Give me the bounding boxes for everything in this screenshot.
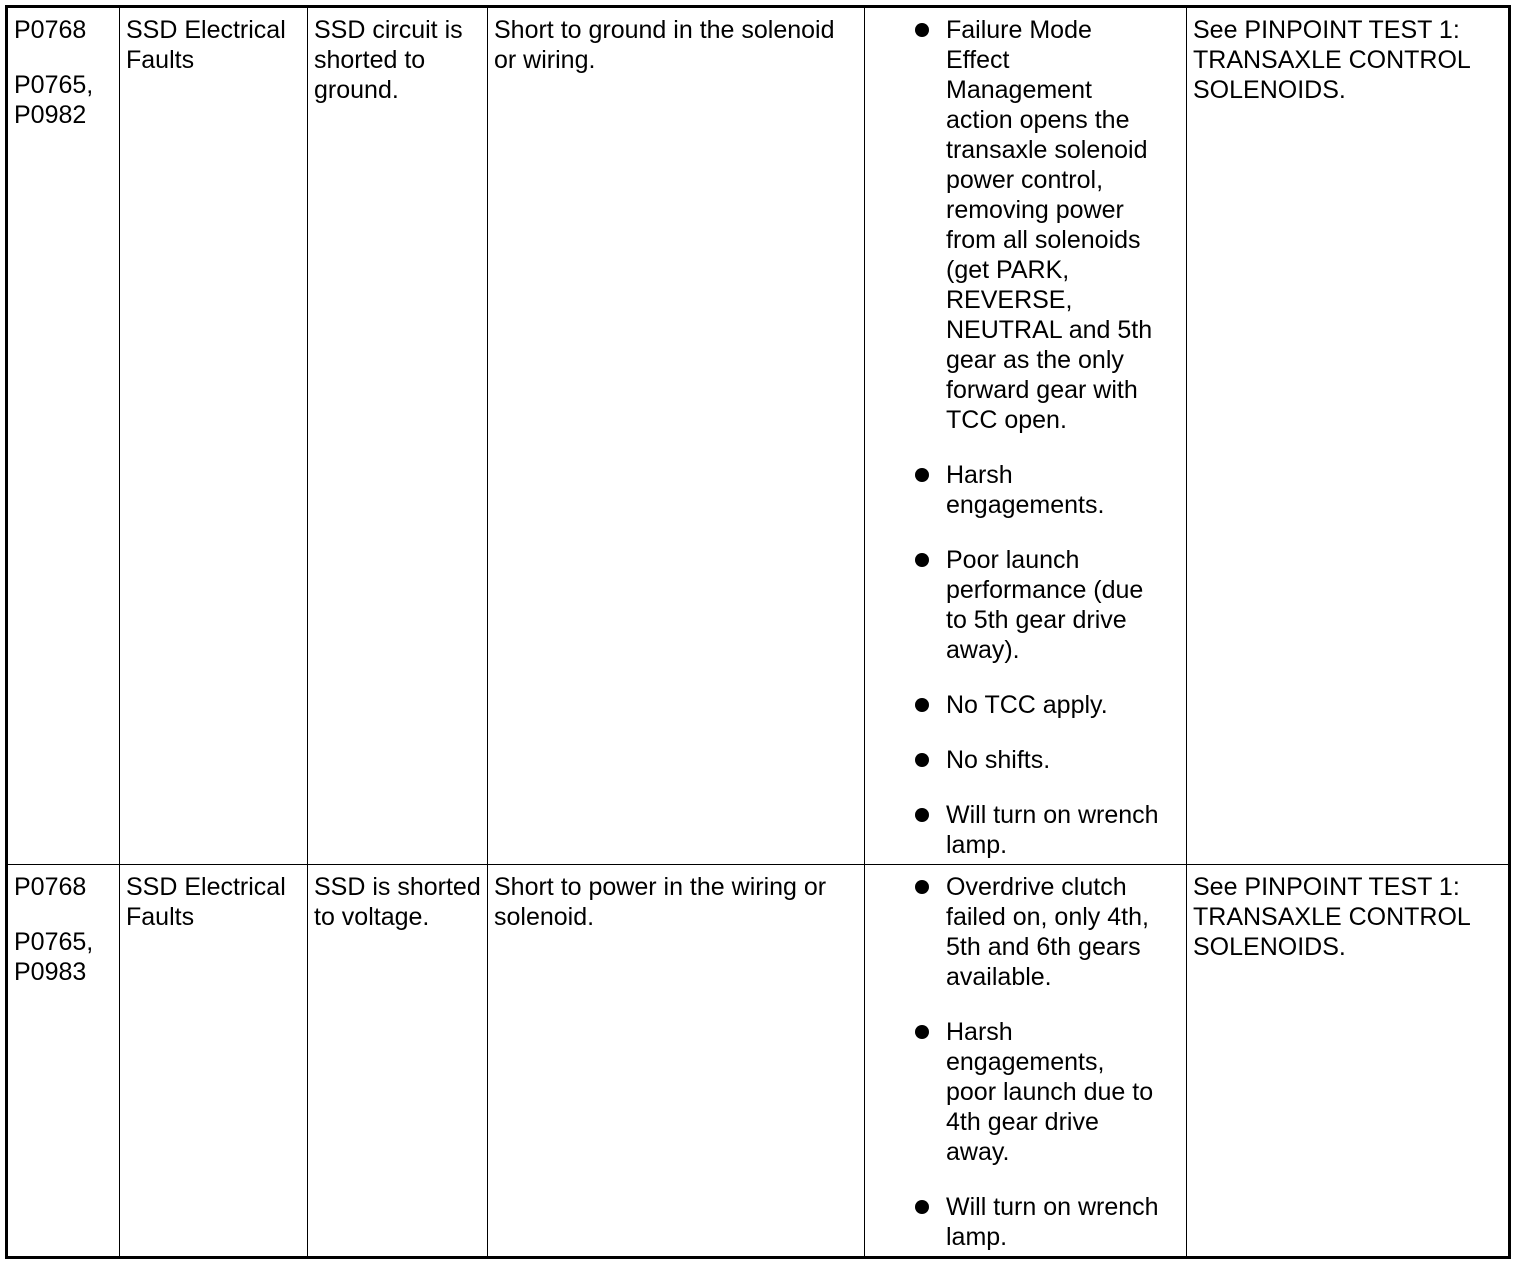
possible-cause-cell: [488, 7, 865, 865]
fault-category: SSD Electrical Faults: [126, 16, 286, 74]
possible-cause: Short to power in the wiring or solenoid.: [494, 873, 827, 931]
list-item: [871, 690, 1181, 720]
fault-condition-cell: [308, 865, 488, 1258]
fault-category-cell: [120, 7, 308, 865]
list-item: [871, 1017, 1181, 1167]
symptom-text: Overdrive clutch failed on, only 4th, 5th and 6th gears available.: [946, 873, 1149, 991]
fault-condition: SSD circuit is shorted to ground.: [314, 16, 463, 104]
table-row: [7, 7, 1510, 865]
fault-category: SSD Electrical Faults: [126, 873, 286, 931]
symptom-text: No TCC apply.: [946, 691, 1108, 719]
symptom-text: No shifts.: [946, 746, 1051, 774]
list-item: [871, 545, 1181, 665]
dtc-code-cell: [7, 865, 120, 1258]
list-item: [871, 15, 1181, 435]
list-item: [871, 872, 1181, 992]
fault-condition: SSD is shorted to voltage.: [314, 873, 481, 931]
fault-condition-cell: [308, 7, 488, 865]
symptoms-cell: [865, 865, 1187, 1258]
table-row: [7, 865, 1510, 1258]
dtc-code: P0765, P0983: [14, 928, 94, 986]
bullet-icon: [915, 808, 929, 822]
dtc-code: P0765, P0982: [14, 71, 94, 129]
bullet-icon: [915, 753, 929, 767]
fault-category-cell: [120, 865, 308, 1258]
dtc-code: P0768: [14, 16, 87, 44]
symptom-text: Harsh engagements.: [946, 461, 1105, 519]
list-item: [871, 800, 1181, 860]
possible-cause-cell: [488, 865, 865, 1258]
diagnostic-trouble-code-table: [5, 5, 1511, 1259]
symptom-text: Harsh engagements, poor launch due to 4th gear drive away.: [946, 1018, 1154, 1166]
list-item: [871, 745, 1181, 775]
symptom-text: Poor launch performance (due to 5th gear drive away).: [946, 546, 1144, 664]
action-cell: [1187, 7, 1510, 865]
pinpoint-test-reference: See PINPOINT TEST 1: TRANSAXLE CONTROL SOLENOIDS.: [1193, 16, 1470, 104]
bullet-icon: [915, 880, 929, 894]
possible-cause: Short to ground in the solenoid or wiring.: [494, 16, 835, 74]
dtc-code-cell: [7, 7, 120, 865]
symptom-text: Will turn on wrench lamp.: [946, 801, 1159, 859]
list-item: [871, 460, 1181, 520]
symptom-list: [871, 15, 1181, 860]
pinpoint-test-reference: See PINPOINT TEST 1: TRANSAXLE CONTROL SOLENOIDS.: [1193, 873, 1470, 961]
action-cell: [1187, 865, 1510, 1258]
list-item: [871, 1192, 1181, 1252]
bullet-icon: [915, 23, 929, 37]
symptom-text: Failure Mode Effect Management action opens the transaxle solenoid power control, removing power from all solenoids (get PARK, REVERSE, NEUTRAL and 5th gear as the only forward gear with TCC open.: [946, 16, 1153, 434]
bullet-icon: [915, 1200, 929, 1214]
symptom-text: Will turn on wrench lamp.: [946, 1193, 1159, 1251]
dtc-code: P0768: [14, 873, 87, 901]
symptoms-cell: [865, 7, 1187, 865]
symptom-list: [871, 872, 1181, 1252]
bullet-icon: [915, 1025, 929, 1039]
bullet-icon: [915, 468, 929, 482]
bullet-icon: [915, 553, 929, 567]
bullet-icon: [915, 698, 929, 712]
